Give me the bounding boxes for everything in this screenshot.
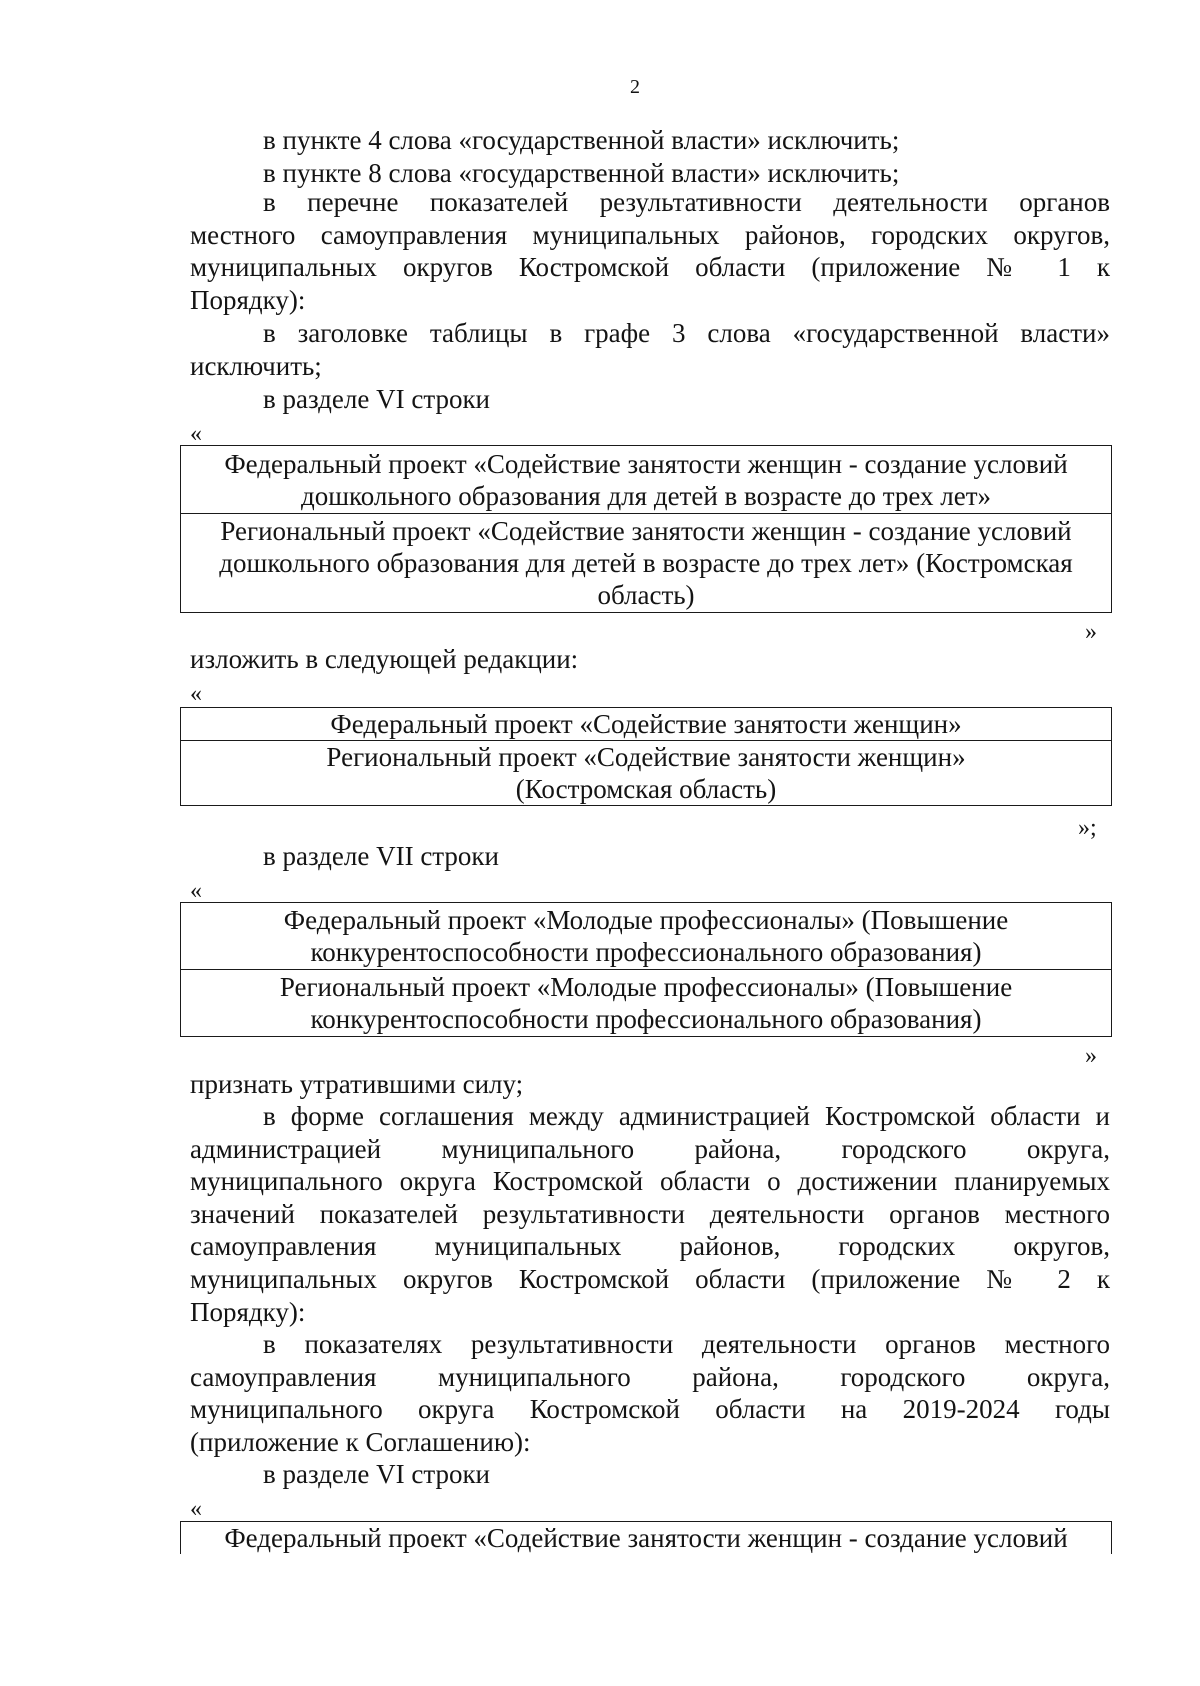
table-row bbox=[181, 708, 1111, 740]
cell-line: дошкольного образования для детей в возрасте до трех лет» (Костромская bbox=[219, 548, 1073, 578]
table-row bbox=[181, 513, 1111, 612]
text-line: в перечне показателей результативности деятельности органов bbox=[263, 187, 1110, 217]
table-agreement-section-vi bbox=[180, 1521, 1112, 1554]
text-line: в заголовке таблицы в графе 3 слова «государственной власти» bbox=[263, 318, 1110, 348]
open-quote: « bbox=[190, 421, 202, 447]
text-line: в форме соглашения между администрацией Костромской области и bbox=[263, 1101, 1110, 1131]
table-row bbox=[181, 1522, 1111, 1554]
text-line: муниципальных округов Костромской области (приложение № 2 к bbox=[190, 1264, 1110, 1294]
page-number: 2 bbox=[630, 76, 640, 98]
paragraph-item-4: в пункте 4 слова «государственной власти» исключить; bbox=[263, 125, 900, 155]
paragraph-section-vii: в разделе VII строки bbox=[263, 841, 499, 871]
text-line: местного самоуправления муниципальных районов, городских округов, bbox=[190, 220, 1110, 250]
text-line: Порядку): bbox=[190, 1297, 306, 1327]
paragraph-new-edition: изложить в следующей редакции: bbox=[190, 644, 579, 674]
cell-line: Федеральный проект «Молодые профессионалы» (Повышение bbox=[283, 905, 1009, 935]
table-row bbox=[181, 969, 1111, 1036]
text-line: в показателях результативности деятельности органов местного bbox=[263, 1329, 1110, 1359]
table-new-section-vi bbox=[180, 707, 1112, 806]
text-line: исключить; bbox=[190, 351, 322, 381]
cell-line: Региональный проект «Содействие занятости женщин» bbox=[326, 742, 966, 772]
table-section-vii bbox=[180, 902, 1112, 1037]
paragraph-section-vi: в разделе VI строки bbox=[263, 384, 491, 414]
cell-line: Региональный проект «Содействие занятости женщин - создание условий bbox=[220, 516, 1072, 546]
cell-line: дошкольного образования для детей в возрасте до трех лет» bbox=[300, 481, 992, 511]
cell-line: Региональный проект «Молодые профессионалы» (Повышение bbox=[279, 972, 1013, 1002]
table-row bbox=[181, 903, 1111, 969]
table-row bbox=[181, 446, 1111, 513]
paragraph-section-vi-agreement: в разделе VI строки bbox=[263, 1459, 491, 1489]
text-line: муниципальных округов Костромской области (приложение № 1 к bbox=[190, 252, 1110, 282]
paragraph-repealed: признать утратившими силу; bbox=[190, 1069, 524, 1099]
text-line: муниципального округа Костромской области о достижении планируемых bbox=[190, 1166, 1110, 1196]
close-quote: » bbox=[1085, 619, 1097, 645]
cell-line: конкурентоспособности профессионального образования) bbox=[310, 937, 982, 967]
paragraph-item-8: в пункте 8 слова «государственной власти» исключить; bbox=[263, 158, 900, 188]
open-quote: « bbox=[190, 681, 202, 707]
table-row bbox=[181, 740, 1111, 805]
cell-line: конкурентоспособности профессионального образования) bbox=[310, 1004, 982, 1034]
text-line: администрацией муниципального района, городского округа, bbox=[190, 1134, 1110, 1164]
text-line: (приложение к Соглашению): bbox=[190, 1427, 531, 1457]
close-quote: »; bbox=[1078, 815, 1097, 841]
cell-line: Федеральный проект «Содействие занятости женщин - создание условий bbox=[224, 449, 1068, 479]
open-quote: « bbox=[190, 878, 202, 904]
open-quote: « bbox=[190, 1496, 202, 1522]
text-line: Порядку): bbox=[190, 285, 306, 315]
text-line: самоуправления муниципальных районов, городских округов, bbox=[190, 1231, 1110, 1261]
text-line: значений показателей результативности деятельности органов местного bbox=[190, 1199, 1110, 1229]
table-old-section-vi bbox=[180, 445, 1112, 613]
cell-line: Федеральный проект «Содействие занятости женщин» bbox=[330, 709, 962, 739]
text-line: муниципального округа Костромской области на 2019-2024 годы bbox=[190, 1394, 1110, 1424]
cell-line: (Костромская область) bbox=[515, 774, 777, 804]
cell-line: Федеральный проект «Содействие занятости женщин - создание условий bbox=[224, 1523, 1068, 1553]
close-quote: » bbox=[1085, 1043, 1097, 1069]
cell-line: область) bbox=[597, 580, 695, 610]
text-line: самоуправления муниципального района, городского округа, bbox=[190, 1362, 1110, 1392]
